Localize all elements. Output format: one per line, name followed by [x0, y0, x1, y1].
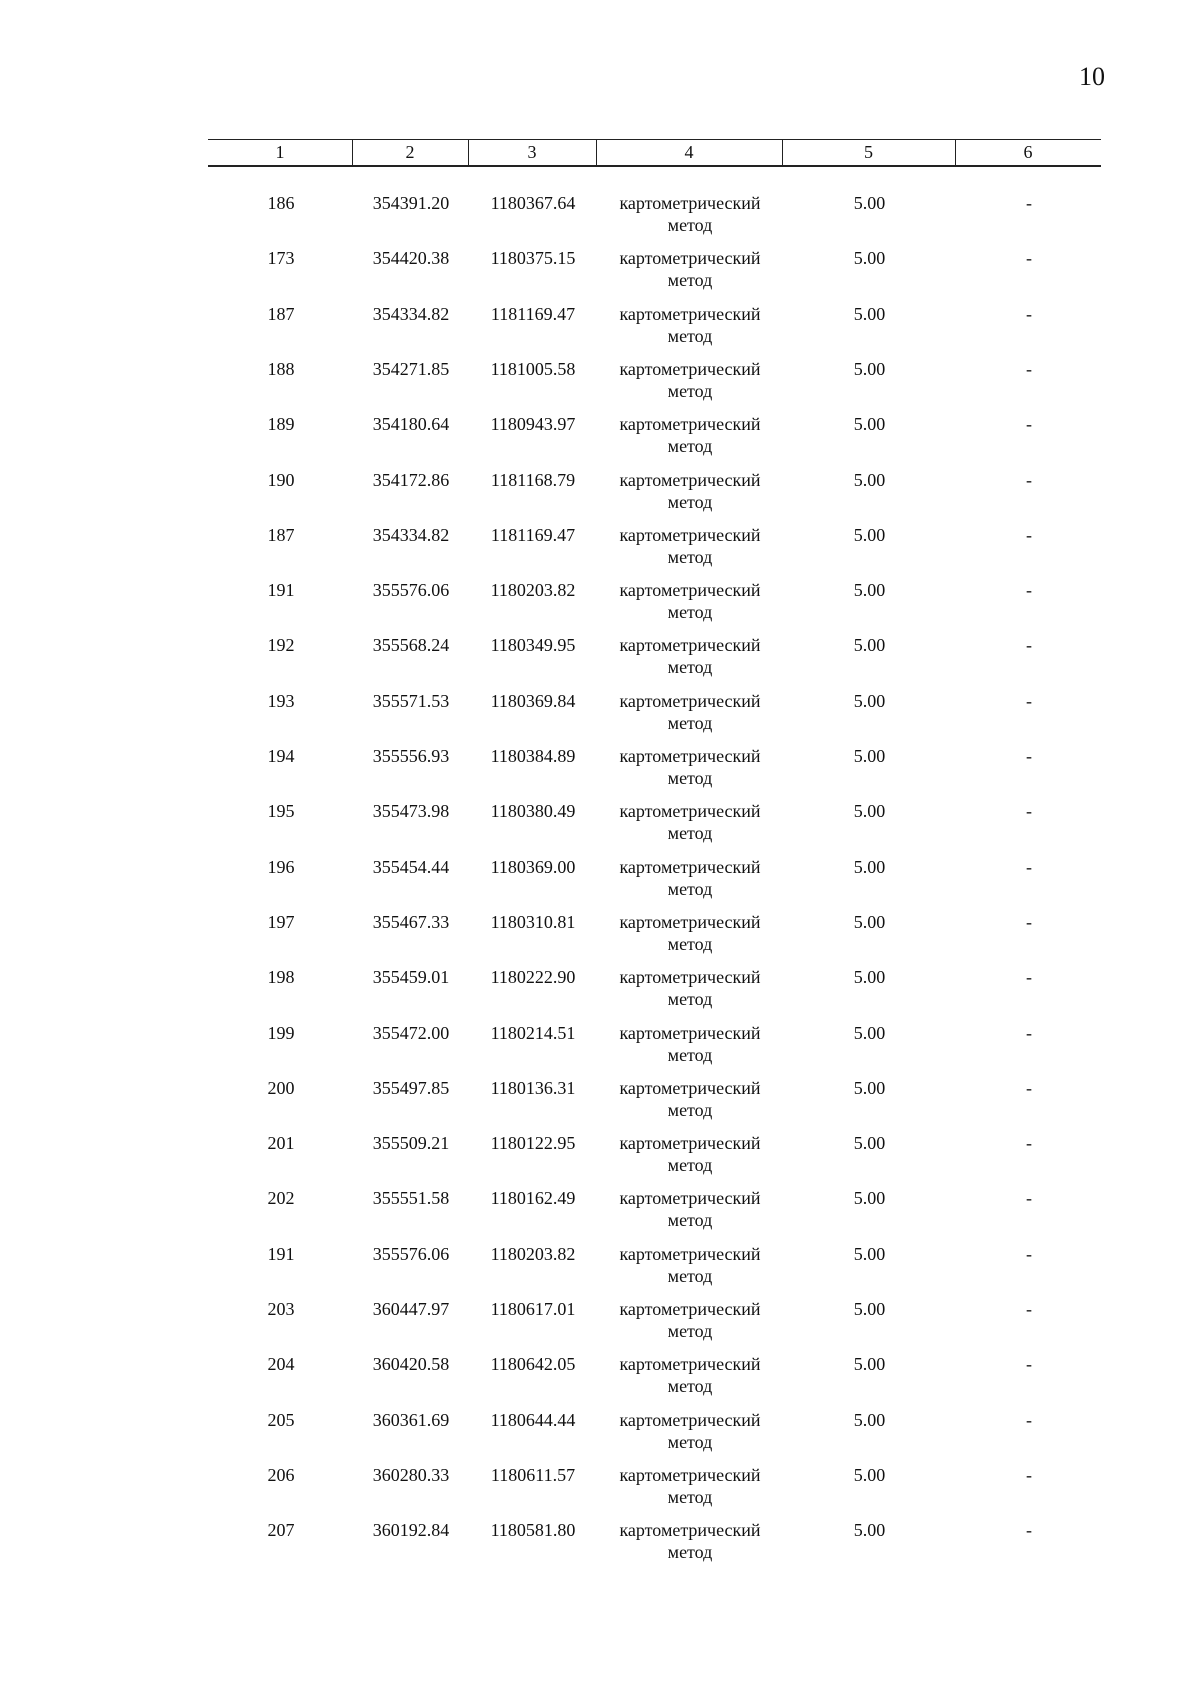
table-row: [0, 247, 1200, 297]
x-coordinate-cell: 360361.69: [372, 1410, 450, 1430]
x-coordinate-cell: 355472.00: [372, 1023, 450, 1043]
x-coordinate-cell: 354420.38: [372, 248, 450, 268]
note-cell: -: [1026, 1465, 1032, 1485]
accuracy-cell: 5.00: [853, 1520, 886, 1540]
method-cell: [597, 524, 783, 568]
y-coordinate-cell: 1180136.31: [490, 1078, 576, 1098]
x-coordinate-cell: 354334.82: [372, 525, 450, 545]
accuracy-cell: 5.00: [853, 691, 886, 711]
method-line-2: метод: [667, 879, 713, 899]
x-coordinate-cell: 354180.64: [372, 414, 450, 434]
method-line-2: метод: [667, 270, 713, 290]
note-cell: -: [1026, 1299, 1032, 1319]
method-line-1: картометрический: [619, 193, 761, 213]
method-cell: [597, 856, 783, 900]
point-number-cell: 203: [267, 1299, 295, 1319]
method-cell: [597, 1132, 783, 1176]
method-line-1: картометрический: [619, 1465, 761, 1485]
x-coordinate-cell: 355556.93: [372, 746, 450, 766]
method-line-1: картометрический: [619, 525, 761, 545]
note-cell: -: [1026, 1078, 1032, 1098]
method-cell: [597, 303, 783, 347]
y-coordinate-cell: 1180162.49: [490, 1188, 576, 1208]
accuracy-cell: 5.00: [853, 1133, 886, 1153]
x-coordinate-cell: 360447.97: [372, 1299, 450, 1319]
accuracy-cell: 5.00: [853, 1354, 886, 1374]
table-row: [0, 1077, 1200, 1127]
table-row: [0, 800, 1200, 850]
y-coordinate-cell: 1180380.49: [490, 801, 576, 821]
accuracy-cell: 5.00: [853, 746, 886, 766]
y-coordinate-cell: 1180222.90: [490, 967, 576, 987]
y-coordinate-cell: 1180642.05: [490, 1354, 576, 1374]
column-header-2: 2: [405, 142, 415, 162]
point-number-cell: 207: [267, 1520, 295, 1540]
accuracy-cell: 5.00: [853, 801, 886, 821]
method-line-1: картометрический: [619, 801, 761, 821]
point-number-cell: 199: [267, 1023, 295, 1043]
y-coordinate-cell: 1181169.47: [490, 304, 576, 324]
table-row: [0, 413, 1200, 463]
method-line-2: метод: [667, 547, 713, 567]
method-line-2: метод: [667, 1266, 713, 1286]
method-line-2: метод: [667, 823, 713, 843]
column-header-3: 3: [527, 142, 537, 162]
accuracy-cell: 5.00: [853, 1465, 886, 1485]
y-coordinate-cell: 1181005.58: [490, 359, 576, 379]
x-coordinate-cell: 360420.58: [372, 1354, 450, 1374]
table-row: [0, 1187, 1200, 1237]
method-line-2: метод: [667, 1376, 713, 1396]
table-row: [0, 192, 1200, 242]
point-number-cell: 195: [267, 801, 295, 821]
point-number-cell: 191: [267, 580, 295, 600]
note-cell: -: [1026, 248, 1032, 268]
table-row: [0, 358, 1200, 408]
x-coordinate-cell: 360192.84: [372, 1520, 450, 1540]
accuracy-cell: 5.00: [853, 1299, 886, 1319]
point-number-cell: 192: [267, 635, 295, 655]
method-cell: [597, 966, 783, 1010]
method-cell: [597, 358, 783, 402]
note-cell: -: [1026, 193, 1032, 213]
table-row: [0, 1464, 1200, 1514]
point-number-cell: 187: [267, 304, 295, 324]
accuracy-cell: 5.00: [853, 1078, 886, 1098]
method-cell: [597, 1077, 783, 1121]
y-coordinate-cell: 1180611.57: [490, 1465, 576, 1485]
method-line-1: картометрический: [619, 304, 761, 324]
point-number-cell: 205: [267, 1410, 295, 1430]
x-coordinate-cell: 355467.33: [372, 912, 450, 932]
y-coordinate-cell: 1181168.79: [490, 470, 576, 490]
y-coordinate-cell: 1180375.15: [490, 248, 576, 268]
note-cell: -: [1026, 304, 1032, 324]
point-number-cell: 198: [267, 967, 295, 987]
method-line-2: метод: [667, 436, 713, 456]
y-coordinate-cell: 1180617.01: [490, 1299, 576, 1319]
accuracy-cell: 5.00: [853, 1410, 886, 1430]
y-coordinate-cell: 1180203.82: [490, 580, 576, 600]
method-line-1: картометрический: [619, 580, 761, 600]
x-coordinate-cell: 360280.33: [372, 1465, 450, 1485]
note-cell: -: [1026, 691, 1032, 711]
x-coordinate-cell: 355571.53: [372, 691, 450, 711]
table-row: [0, 634, 1200, 684]
method-line-2: метод: [667, 381, 713, 401]
method-line-1: картометрический: [619, 1354, 761, 1374]
note-cell: -: [1026, 1410, 1032, 1430]
note-cell: -: [1026, 1188, 1032, 1208]
method-cell: [597, 192, 783, 236]
y-coordinate-cell: 1180369.84: [490, 691, 576, 711]
method-cell: [597, 1243, 783, 1287]
table-row: [0, 1353, 1200, 1403]
point-number-cell: 194: [267, 746, 295, 766]
method-line-2: метод: [667, 1321, 713, 1341]
y-coordinate-cell: 1180214.51: [490, 1023, 576, 1043]
point-number-cell: 186: [267, 193, 295, 213]
accuracy-cell: 5.00: [853, 248, 886, 268]
note-cell: -: [1026, 857, 1032, 877]
y-coordinate-cell: 1180349.95: [490, 635, 576, 655]
accuracy-cell: 5.00: [853, 580, 886, 600]
x-coordinate-cell: 354271.85: [372, 359, 450, 379]
method-line-2: метод: [667, 1155, 713, 1175]
x-coordinate-cell: 355576.06: [372, 580, 450, 600]
method-line-1: картометрический: [619, 635, 761, 655]
method-cell: [597, 911, 783, 955]
accuracy-cell: 5.00: [853, 635, 886, 655]
method-line-2: метод: [667, 1100, 713, 1120]
table-row: [0, 1243, 1200, 1293]
point-number-cell: 201: [267, 1133, 295, 1153]
accuracy-cell: 5.00: [853, 1023, 886, 1043]
method-cell: [597, 469, 783, 513]
point-number-cell: 200: [267, 1078, 295, 1098]
table-row: [0, 303, 1200, 353]
method-line-1: картометрический: [619, 1023, 761, 1043]
method-cell: [597, 634, 783, 678]
note-cell: -: [1026, 635, 1032, 655]
method-cell: [597, 247, 783, 291]
y-coordinate-cell: 1180644.44: [490, 1410, 576, 1430]
point-number-cell: 197: [267, 912, 295, 932]
y-coordinate-cell: 1180369.00: [490, 857, 576, 877]
note-cell: -: [1026, 1520, 1032, 1540]
column-header-1: 1: [275, 142, 285, 162]
method-line-2: метод: [667, 934, 713, 954]
note-cell: -: [1026, 1023, 1032, 1043]
note-cell: -: [1026, 525, 1032, 545]
note-cell: -: [1026, 746, 1032, 766]
method-line-2: метод: [667, 768, 713, 788]
method-line-1: картометрический: [619, 1078, 761, 1098]
column-header-6: 6: [1023, 142, 1033, 162]
table-row: [0, 690, 1200, 740]
method-cell: [597, 745, 783, 789]
method-line-1: картометрический: [619, 359, 761, 379]
column-header-5: 5: [864, 142, 873, 162]
x-coordinate-cell: 355551.58: [372, 1188, 450, 1208]
table-row: [0, 524, 1200, 574]
method-cell: [597, 1409, 783, 1453]
method-cell: [597, 1022, 783, 1066]
accuracy-cell: 5.00: [853, 193, 886, 213]
x-coordinate-cell: 355473.98: [372, 801, 450, 821]
method-line-2: метод: [667, 989, 713, 1009]
column-header-4: 4: [684, 142, 694, 162]
method-line-2: метод: [667, 1045, 713, 1065]
y-coordinate-cell: 1180367.64: [490, 193, 576, 213]
note-cell: -: [1026, 1133, 1032, 1153]
accuracy-cell: 5.00: [853, 359, 886, 379]
point-number-cell: 173: [267, 248, 295, 268]
table-row: [0, 1519, 1200, 1569]
x-coordinate-cell: 354391.20: [372, 193, 450, 213]
accuracy-cell: 5.00: [853, 304, 886, 324]
x-coordinate-cell: 355576.06: [372, 1244, 450, 1264]
point-number-cell: 190: [267, 470, 295, 490]
accuracy-cell: 5.00: [853, 857, 886, 877]
accuracy-cell: 5.00: [853, 525, 886, 545]
accuracy-cell: 5.00: [853, 1188, 886, 1208]
method-line-1: картометрический: [619, 1188, 761, 1208]
method-cell: [597, 1353, 783, 1397]
accuracy-cell: 5.00: [853, 912, 886, 932]
accuracy-cell: 5.00: [853, 967, 886, 987]
method-line-1: картометрический: [619, 1244, 761, 1264]
method-cell: [597, 1464, 783, 1508]
method-line-1: картометрический: [619, 967, 761, 987]
method-line-1: картометрический: [619, 1410, 761, 1430]
method-line-1: картометрический: [619, 1520, 761, 1540]
table-row: [0, 1409, 1200, 1459]
x-coordinate-cell: 355568.24: [372, 635, 450, 655]
table-row: [0, 579, 1200, 629]
accuracy-cell: 5.00: [853, 1244, 886, 1264]
method-cell: [597, 1298, 783, 1342]
y-coordinate-cell: 1180203.82: [490, 1244, 576, 1264]
point-number-cell: 206: [267, 1465, 295, 1485]
note-cell: -: [1026, 967, 1032, 987]
note-cell: -: [1026, 414, 1032, 434]
table-row: [0, 966, 1200, 1016]
y-coordinate-cell: 1180581.80: [490, 1520, 576, 1540]
method-line-2: метод: [667, 657, 713, 677]
point-number-cell: 193: [267, 691, 295, 711]
note-cell: -: [1026, 1354, 1032, 1374]
note-cell: -: [1026, 912, 1032, 932]
table-row: [0, 1022, 1200, 1072]
method-line-1: картометрический: [619, 857, 761, 877]
column-number-header: [208, 139, 1101, 167]
point-number-cell: 187: [267, 525, 295, 545]
page-number: 10: [1079, 62, 1105, 91]
method-line-1: картометрический: [619, 414, 761, 434]
point-number-cell: 204: [267, 1354, 295, 1374]
method-line-2: метод: [667, 215, 713, 235]
table-row: [0, 1298, 1200, 1348]
method-line-2: метод: [667, 492, 713, 512]
note-cell: -: [1026, 359, 1032, 379]
method-line-2: метод: [667, 713, 713, 733]
note-cell: -: [1026, 470, 1032, 490]
accuracy-cell: 5.00: [853, 414, 886, 434]
point-number-cell: 196: [267, 857, 295, 877]
method-cell: [597, 1187, 783, 1231]
method-cell: [597, 800, 783, 844]
method-line-1: картометрический: [619, 691, 761, 711]
method-line-2: метод: [667, 1542, 713, 1562]
method-cell: [597, 690, 783, 734]
note-cell: -: [1026, 801, 1032, 821]
x-coordinate-cell: 355497.85: [372, 1078, 450, 1098]
x-coordinate-cell: 354172.86: [372, 470, 450, 490]
point-number-cell: 191: [267, 1244, 295, 1264]
table-row: [0, 469, 1200, 519]
method-cell: [597, 1519, 783, 1563]
method-cell: [597, 579, 783, 623]
x-coordinate-cell: 354334.82: [372, 304, 450, 324]
y-coordinate-cell: 1180122.95: [490, 1133, 576, 1153]
y-coordinate-cell: 1181169.47: [490, 525, 576, 545]
x-coordinate-cell: 355509.21: [372, 1133, 450, 1153]
method-cell: [597, 413, 783, 457]
y-coordinate-cell: 1180943.97: [490, 414, 576, 434]
method-line-1: картометрический: [619, 1299, 761, 1319]
method-line-2: метод: [667, 1210, 713, 1230]
method-line-2: метод: [667, 326, 713, 346]
method-line-1: картометрический: [619, 1133, 761, 1153]
table-row: [0, 911, 1200, 961]
method-line-1: картометрический: [619, 248, 761, 268]
table-row: [0, 1132, 1200, 1182]
method-line-1: картометрический: [619, 470, 761, 490]
method-line-1: картометрический: [619, 746, 761, 766]
point-number-cell: 189: [267, 414, 295, 434]
note-cell: -: [1026, 1244, 1032, 1264]
note-cell: -: [1026, 580, 1032, 600]
method-line-1: картометрический: [619, 912, 761, 932]
method-line-2: метод: [667, 1432, 713, 1452]
table-row: [0, 856, 1200, 906]
method-line-2: метод: [667, 602, 713, 622]
point-number-cell: 202: [267, 1188, 295, 1208]
x-coordinate-cell: 355454.44: [372, 857, 450, 877]
y-coordinate-cell: 1180384.89: [490, 746, 576, 766]
method-line-2: метод: [667, 1487, 713, 1507]
point-number-cell: 188: [267, 359, 295, 379]
table-row: [0, 745, 1200, 795]
x-coordinate-cell: 355459.01: [372, 967, 450, 987]
y-coordinate-cell: 1180310.81: [490, 912, 576, 932]
accuracy-cell: 5.00: [853, 470, 886, 490]
